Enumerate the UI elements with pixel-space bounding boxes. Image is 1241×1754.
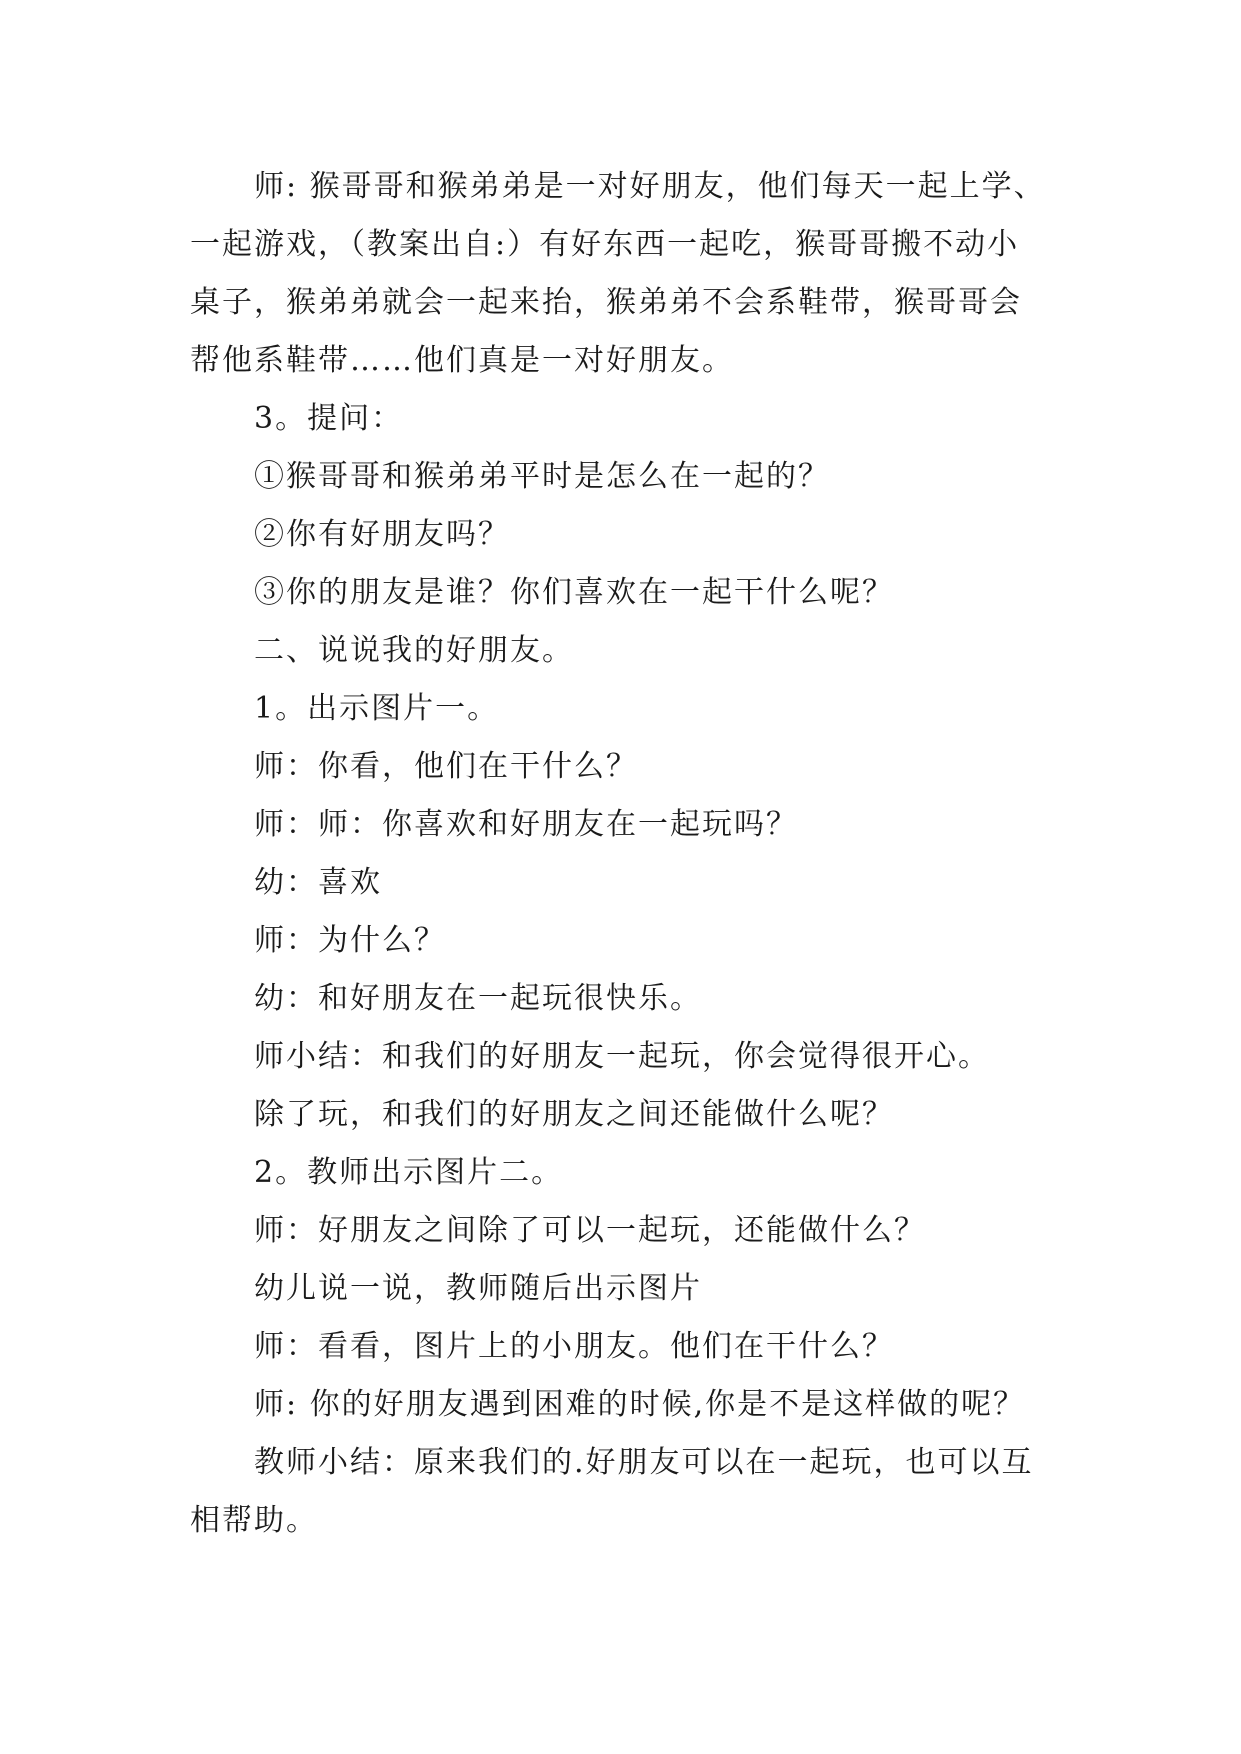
paragraph-dialogue: 幼：喜欢 — [254, 865, 382, 900]
paragraph-question: 除了玩，和我们的好朋友之间还能做什么呢？ — [254, 1097, 894, 1132]
document-body — [190, 158, 1050, 1550]
paragraph-final-summary: 教师小结：原来我们的.好朋友可以在一起玩，也可以互相帮助。 — [190, 1445, 1034, 1538]
paragraph-question-3: ③你的朋友是谁？你们喜欢在一起干什么呢？ — [254, 575, 894, 610]
paragraph-step-2: 2。教师出示图片二。 — [254, 1155, 564, 1190]
paragraph-summary: 师小结：和我们的好朋友一起玩，你会觉得很开心。 — [254, 1039, 990, 1074]
paragraph-question-heading: 3。提问： — [254, 401, 404, 436]
paragraph-question-1: ①猴哥哥和猴弟弟平时是怎么在一起的？ — [254, 459, 830, 494]
paragraph-dialogue: 师：你看，他们在干什么？ — [254, 749, 638, 784]
section-heading: 二、说说我的好朋友。 — [254, 633, 574, 668]
paragraph-dialogue: 幼儿说一说，教师随后出示图片 — [254, 1271, 702, 1306]
paragraph-story: 师: 猴哥哥和猴弟弟是一对好朋友，他们每天一起上学、一起游戏，（教案出自:）有好东西一起吃，猴哥哥搬不动小桌子，猴弟弟就会一起来抬，猴弟弟不会系鞋带，猴哥哥会帮他系鞋带……他们真是一对好朋友。 — [190, 169, 1046, 378]
paragraph-dialogue: 师：为什么？ — [254, 923, 446, 958]
paragraph-dialogue: 师：看看，图片上的小朋友。他们在干什么？ — [254, 1329, 894, 1364]
paragraph-dialogue: 师: 你的好朋友遇到困难的时候,你是不是这样做的呢？ — [254, 1387, 1026, 1422]
paragraph-question-2: ②你有好朋友吗？ — [254, 517, 510, 552]
paragraph-step-1: 1。出示图片一。 — [254, 691, 500, 726]
paragraph-dialogue: 师：好朋友之间除了可以一起玩，还能做什么？ — [254, 1213, 926, 1248]
paragraph-dialogue: 师：师：你喜欢和好朋友在一起玩吗？ — [254, 807, 798, 842]
paragraph-dialogue: 幼：和好朋友在一起玩很快乐。 — [254, 981, 702, 1016]
